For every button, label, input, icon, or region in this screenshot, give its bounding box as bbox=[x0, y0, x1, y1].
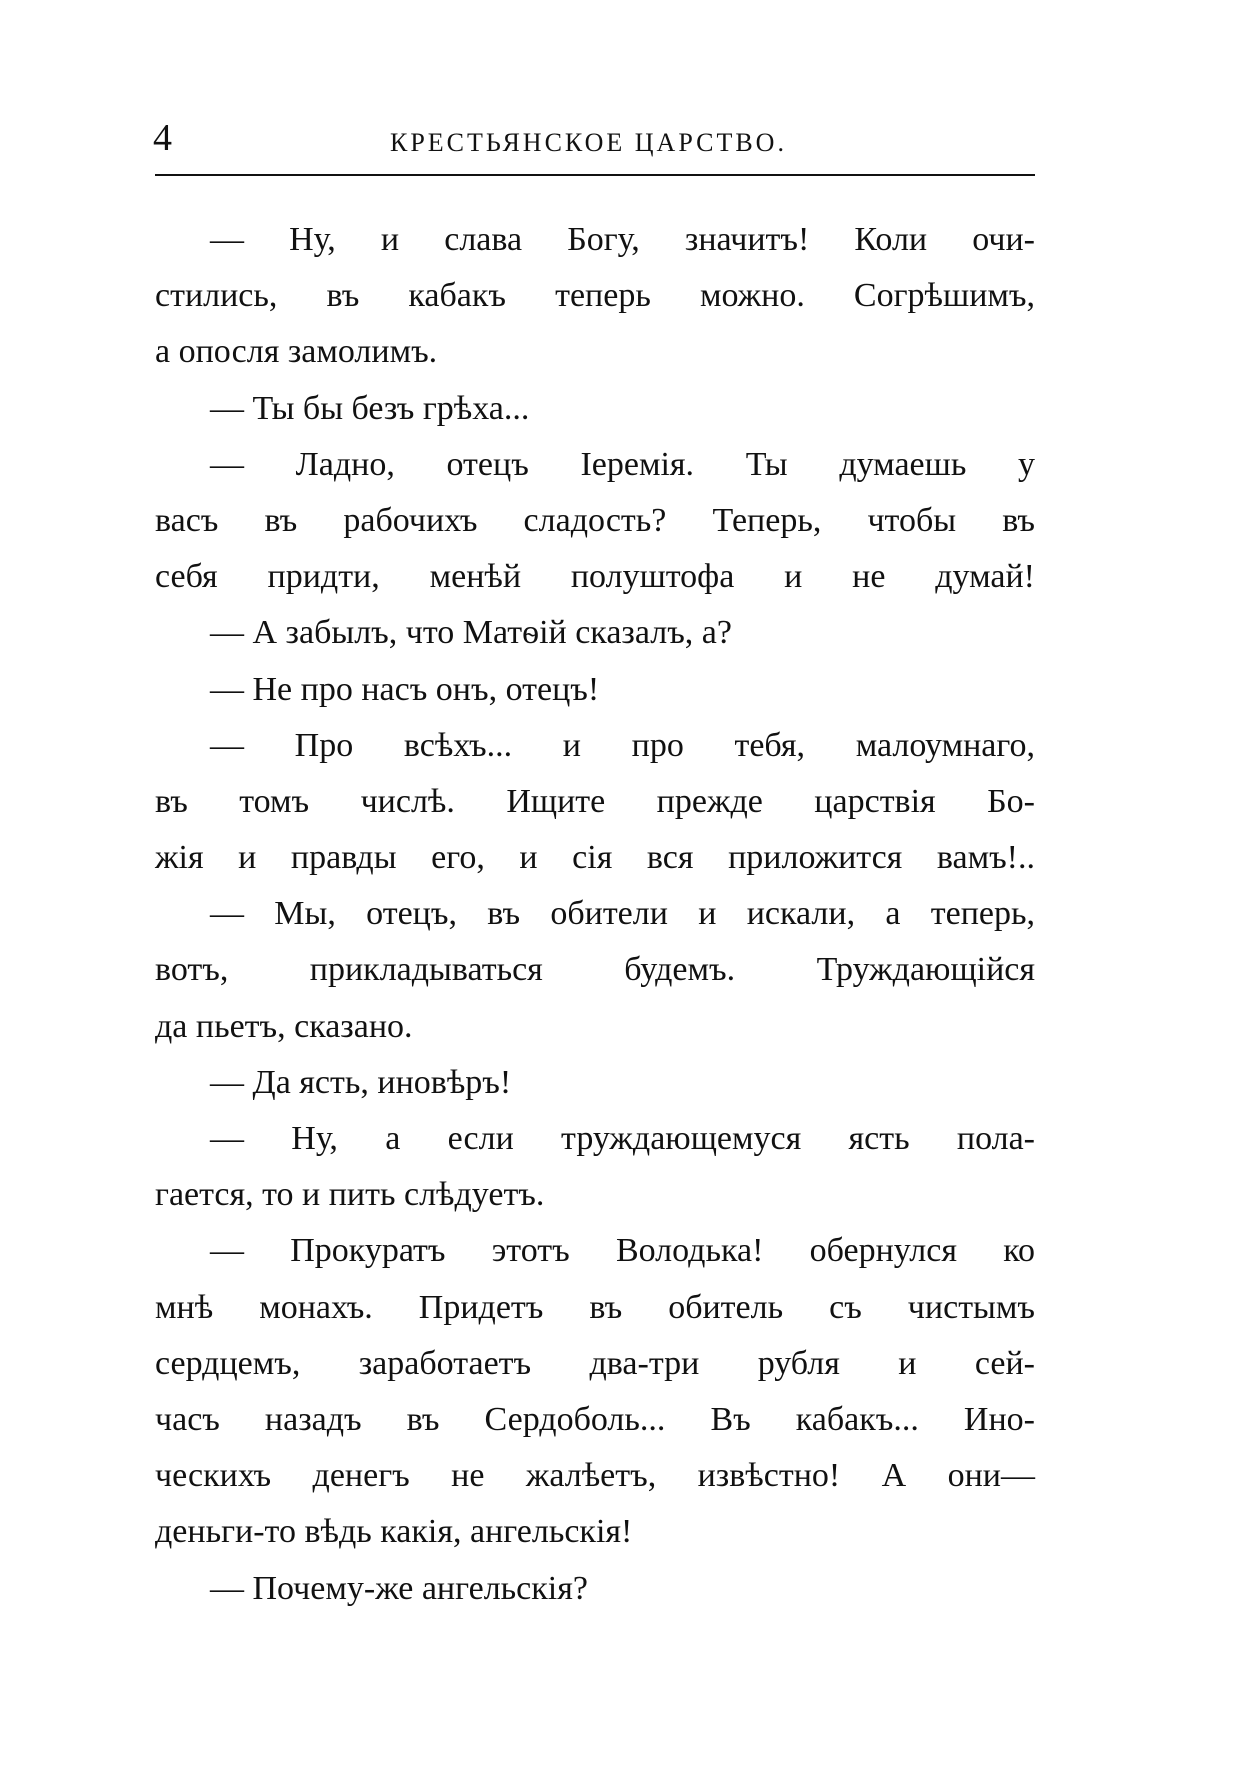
text-line: деньги-то вѣдь какія, ангельскія! bbox=[155, 1513, 633, 1551]
text-line: сердцемъ, заработаетъ два-три рубля и сей- bbox=[155, 1344, 1035, 1382]
text-line: — Ну, и слава Богу, значитъ! Коли очи- bbox=[210, 221, 1035, 258]
text-line: — Да ясть, иновѣръ! bbox=[210, 1063, 512, 1101]
text-line: мнѣ монахъ. Придетъ въ обитель съ чистымъ bbox=[155, 1288, 1035, 1326]
text-line: стились, въ кабакъ теперь можно. Согрѣшимъ, bbox=[155, 277, 1035, 315]
text-line: — Про всѣхъ... и про тебя, малоумнаго, bbox=[210, 726, 1035, 764]
text-line: — Мы, отецъ, въ обители и искали, а теперь, bbox=[210, 895, 1035, 933]
text-line: — Почему-же ангельскія? bbox=[210, 1569, 588, 1607]
body-text bbox=[155, 212, 1035, 1617]
text-line: часъ назадъ въ Сердоболь... Въ кабакъ... Ино- bbox=[155, 1400, 1035, 1438]
text-line: гается, то и пить слѣдуетъ. bbox=[155, 1176, 545, 1214]
text-line: — Не про насъ онъ, отецъ! bbox=[210, 670, 600, 708]
running-title: КРЕСТЬЯНСКОЕ ЦАРСТВО. bbox=[390, 128, 787, 157]
text-line: — А забылъ, что Матѳій сказалъ, а? bbox=[210, 614, 732, 652]
text-line: — Ты бы безъ грѣха... bbox=[210, 389, 530, 427]
text-line: жія и правды его, и сія вся приложится вамъ!.. bbox=[155, 839, 1035, 877]
text-line: а опосля замолимъ. bbox=[155, 333, 438, 371]
text-line: — Ладно, отецъ Іеремія. Ты думаешь у bbox=[210, 445, 1035, 483]
page-number: 4 bbox=[153, 117, 172, 159]
text-line: — Прокуратъ этотъ Володька! обернулся ко bbox=[210, 1232, 1035, 1270]
text-line: себя придти, менѣй полуштофа и не думай! bbox=[155, 558, 1035, 596]
text-line: вотъ, прикладываться будемъ. Труждающійся bbox=[155, 951, 1035, 989]
text-line: ческихъ денегъ не жалѣетъ, извѣстно! А они— bbox=[155, 1457, 1035, 1495]
text-line: васъ въ рабочихъ сладость? Теперь, чтобы въ bbox=[155, 501, 1035, 539]
text-line: въ томъ числѣ. Ищите прежде царствія Бо- bbox=[155, 782, 1035, 820]
text-line: — Ну, а если труждающемуся ясть пола- bbox=[210, 1120, 1035, 1157]
header-rule bbox=[155, 174, 1035, 176]
text-line: да пьетъ, сказано. bbox=[155, 1007, 413, 1045]
